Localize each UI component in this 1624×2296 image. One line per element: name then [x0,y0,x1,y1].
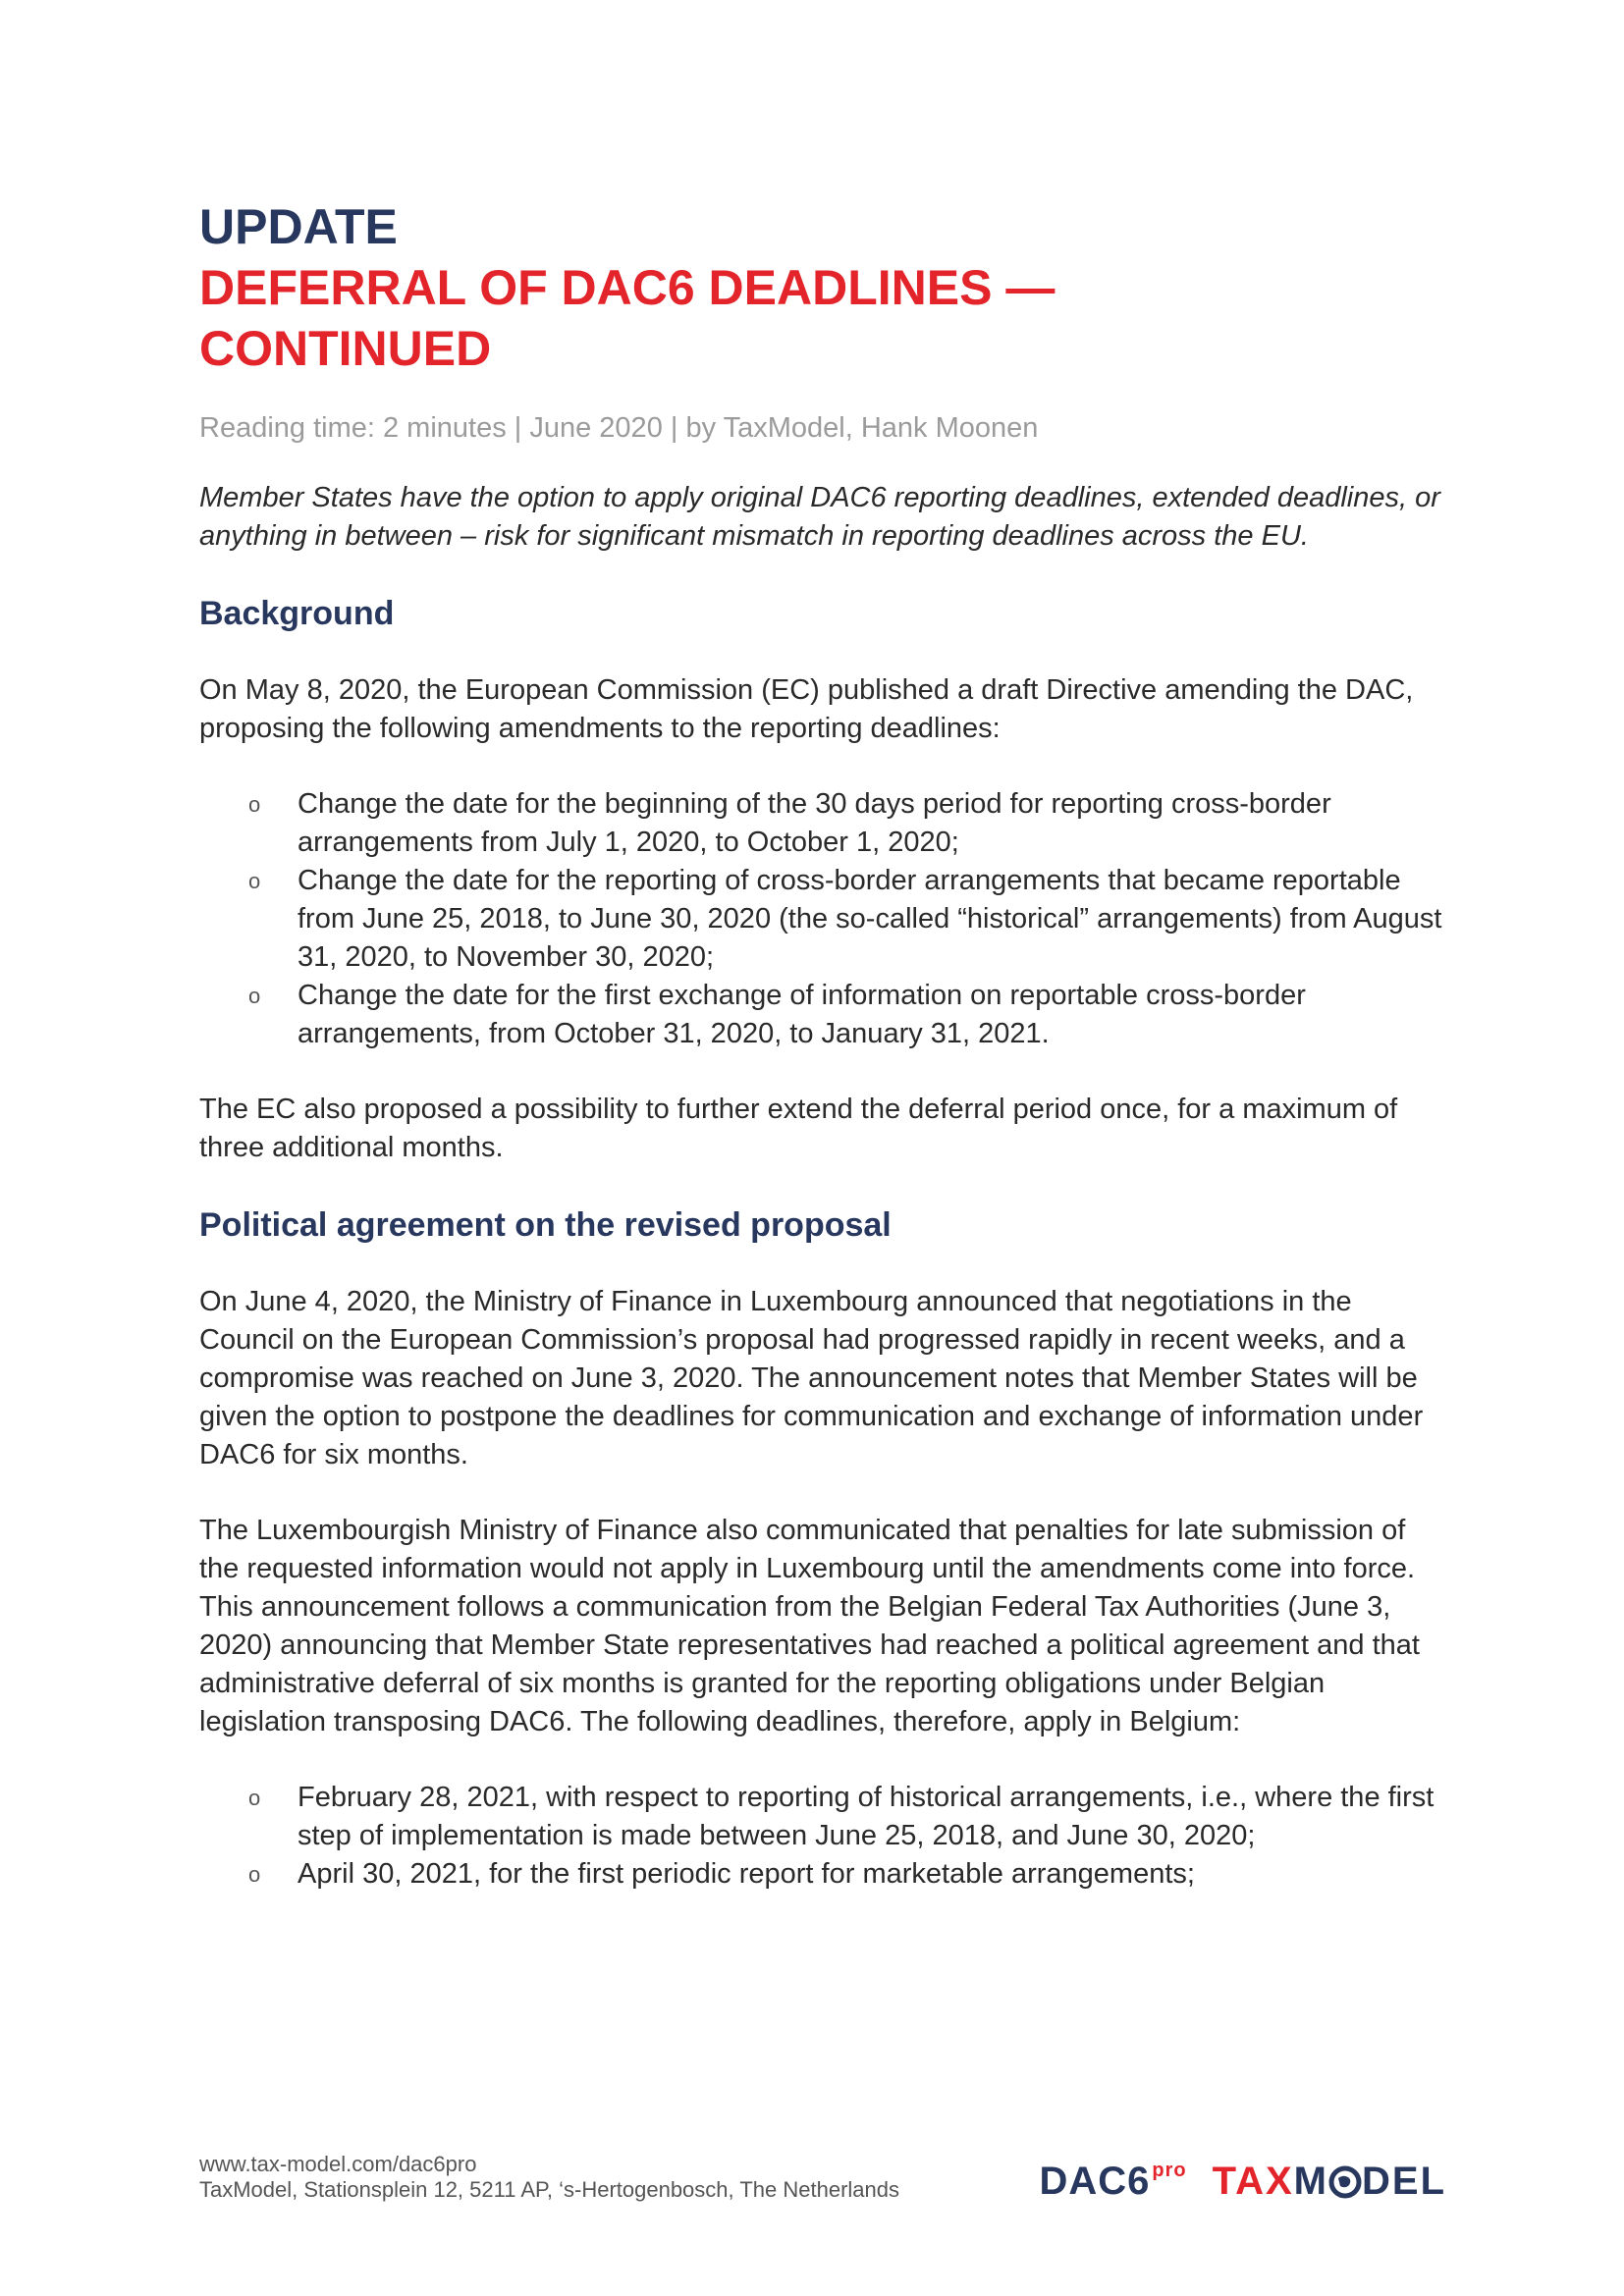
list-item [199,1779,1446,1855]
footer-contact [199,2152,899,2203]
list-item-text: Change the date for the reporting of cross-border arrangements that became reportable from June 25, 2018, to June 30, 2020 (the so-called “historical” arrangements) from August 31, 2020, to November 30, 2020; [298,865,1442,973]
list-item [199,785,1446,862]
bullet-icon: o [248,984,261,1008]
taxmodel-logo-m: M [1293,2160,1328,2203]
background-paragraph-1: On May 8, 2020, the European Commission (EC) published a draft Directive amending the DAC, proposing the following amendments to the reporting deadlines: [199,674,1414,744]
globe-icon [1328,2165,1362,2199]
title-update: UPDATE [199,199,398,254]
dac6pro-logo [1040,2160,1187,2204]
bullet-icon: o [248,869,261,893]
footer-address: TaxModel, Stationsplein 12, 5211 AP, ‘s-Hertogenbosch, The Netherlands [199,2177,900,2202]
political-paragraph-2: The Luxembourgish Ministry of Finance also communicated that penalties for late submission of the requested information would not apply in Luxembourg until the amendments come into force. This announcement follows a communication from the Belgian Federal Tax Authorities (June 3, 2020) announcing that Member State representatives had reached a political agreement and that administrative deferral of six months is granted for the reporting obligations under Belgian legislation transposing DAC6. The following deadlines, therefore, apply in Belgium: [199,1515,1420,1737]
title-main: DEFERRAL OF DAC6 DEADLINES — [199,260,1056,315]
document-body [199,196,1446,1894]
reading-meta: Reading time: 2 minutes | June 2020 | by TaxModel, Hank Moonen [199,412,1039,444]
page-footer [199,2152,1446,2220]
taxmodel-logo-tax: TAX [1212,2160,1294,2203]
section-heading-background: Background [199,595,395,632]
list-item [199,862,1446,977]
list-item-text: Change the date for the beginning of the 30 days period for reporting cross-border arrangements from July 1, 2020, to October 1, 2020; [298,788,1331,858]
section-heading-political-agreement: Political agreement on the revised proposal [199,1206,892,1244]
lead-paragraph: Member States have the option to apply original DAC6 reporting deadlines, extended deadlines, or anything in between – risk for significant mismatch in reporting deadlines across the EU. [199,482,1440,552]
dac6pro-logo-sup: pro [1152,2160,1187,2181]
footer-logos [1040,2160,1446,2209]
list-item [199,977,1446,1053]
taxmodel-logo-del: DEL [1362,2160,1446,2203]
list-item-text: Change the date for the first exchange of information on reportable cross-border arrangements, from October 31, 2020, to January 31, 2021. [298,980,1306,1049]
list-item-text: February 28, 2021, with respect to reporting of historical arrangements, i.e., where the first step of implementation is made between June 25, 2018, and June 30, 2020; [298,1782,1435,1851]
bullet-icon: o [248,1786,261,1810]
background-bullet-list [199,785,1446,1053]
footer-url[interactable]: www.tax-model.com/dac6pro [199,2152,477,2176]
bullet-icon: o [248,792,261,817]
title-main-continued: CONTINUED [199,321,492,376]
dac6pro-logo-main: DAC6 [1039,2160,1151,2203]
bullet-icon: o [248,1862,261,1887]
taxmodel-logo [1213,2160,1446,2204]
background-paragraph-2: The EC also proposed a possibility to further extend the deferral period once, for a maximum of three additional months. [199,1094,1398,1163]
list-item-text: April 30, 2021, for the first periodic report for marketable arrangements; [298,1858,1195,1890]
list-item [199,1855,1446,1894]
belgium-deadlines-list [199,1779,1446,1894]
political-paragraph-1: On June 4, 2020, the Ministry of Finance in Luxembourg announced that negotiations in the Council on the European Commission’s proposal had progressed rapidly in recent weeks, and a compromise was reached on June 3, 2020. The announcement notes that Member States will be given the option to postpone the deadlines for communication and exchange of information under DAC6 for six months. [199,1286,1424,1470]
